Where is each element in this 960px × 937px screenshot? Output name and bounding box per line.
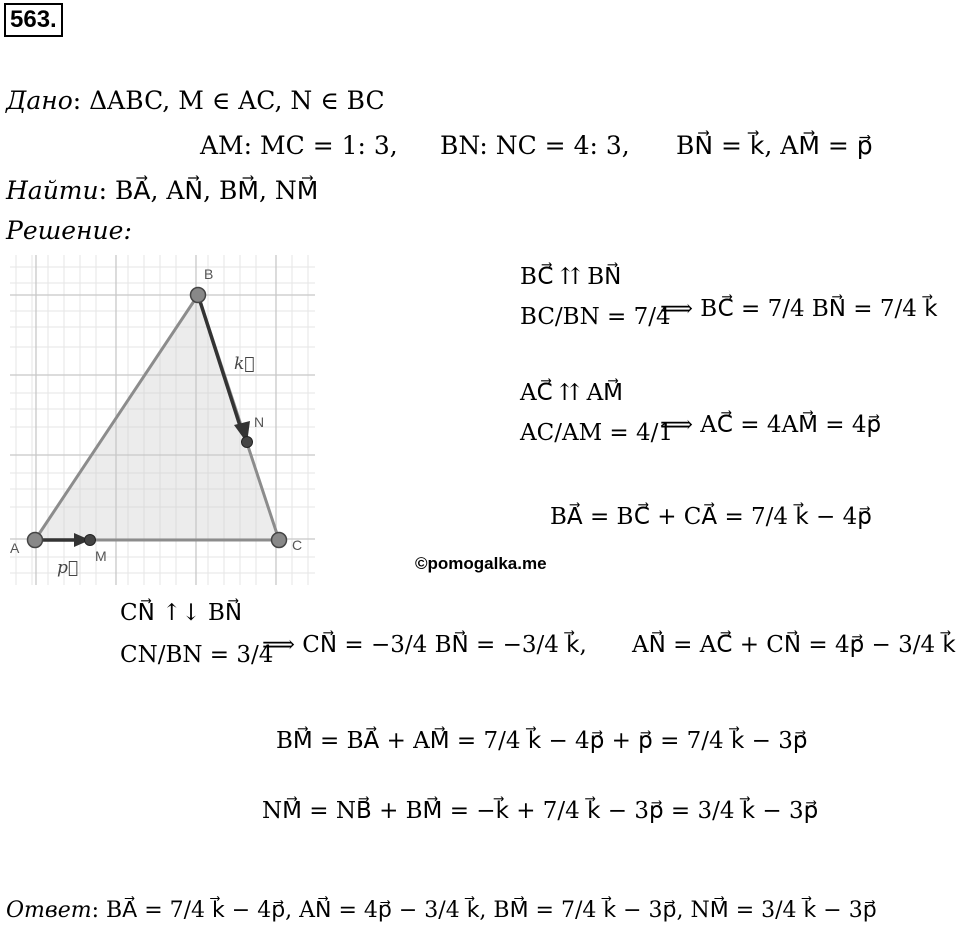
system3-line1: CN⃗ ↑↓ BN⃗ (120, 600, 243, 626)
answer-line (6, 896, 877, 926)
equation-an: AN⃗ = AC⃗ + CN⃗ = 4p⃗ − 3/4 k⃗ (632, 632, 956, 658)
system1-line1: BC⃗ ⇈ BN⃗ (520, 264, 622, 290)
equation-ba: BA⃗ = BC⃗ + CA⃗ = 7/4 k⃗ − 4p⃗ (550, 504, 872, 530)
given-ratio-1: AM: MC = 1: 3, (200, 131, 398, 160)
system1-result: ⟹ BC⃗ = 7/4 BN⃗ = 7/4 k⃗ (660, 296, 938, 322)
find-label: Найти (6, 176, 99, 205)
point-b (191, 288, 206, 303)
given-ratio-2: BN: NC = 4: 3, (440, 131, 630, 160)
label-c: C (292, 537, 303, 553)
label-vector-p: p⃗ (57, 558, 79, 578)
system2-result: ⟹ AC⃗ = 4AM⃗ = 4p⃗ (660, 412, 882, 438)
label-m: M (95, 548, 107, 564)
given-label: Дано (6, 86, 73, 115)
find-text: : BA⃗, AN⃗, BM⃗, NM⃗ (98, 176, 319, 205)
watermark: ©pomogalka.me (415, 554, 547, 573)
given-vectors: BN⃗ = k⃗, AM⃗ = p⃗ (676, 131, 873, 160)
system2-line1: AC⃗ ⇈ AM⃗ (520, 380, 624, 406)
point-n (242, 437, 253, 448)
point-m (85, 535, 96, 546)
triangle-figure (10, 255, 315, 585)
system3-result: ⟹ CN⃗ = −3/4 BN⃗ = −3/4 k⃗, (262, 632, 587, 658)
point-a (28, 533, 43, 548)
system3-fraction: CN/BN = 3/4 (120, 642, 274, 668)
equation-bm: BM⃗ = BA⃗ + AM⃗ = 7/4 k⃗ − 4p⃗ + p⃗ = 7/4 k⃗ − 3p⃗ (276, 728, 808, 754)
given-conditions: : ΔABC, M ∈ AC, N ∈ BC (72, 86, 385, 115)
system1-fraction: BC/BN = 7/4 (520, 304, 671, 330)
system2-fraction: AC/AM = 4/1 (520, 420, 674, 446)
label-vector-k: k⃗ (234, 354, 255, 374)
label-a: A (10, 540, 20, 556)
point-c (272, 533, 287, 548)
solution-label: Решение: (6, 216, 132, 245)
answer-text: : BA⃗ = 7/4 k⃗ − 4p⃗, AN⃗ = 4p⃗ − 3/4 k⃗, BM⃗ = 7/4 k⃗ − 3p⃗, NM⃗ = 3/4 k⃗ − 3p⃗ (91, 898, 877, 923)
equation-nm: NM⃗ = NB⃗ + BM⃗ = −k⃗ + 7/4 k⃗ − 3p⃗ = 3/4 k⃗ − 3p⃗ (262, 798, 819, 824)
given-line (6, 86, 385, 116)
find-line (6, 176, 318, 206)
problem-number: 563. (4, 3, 63, 37)
label-b: B (204, 266, 214, 282)
label-n: N (254, 414, 265, 430)
answer-label: Ответ (6, 898, 92, 923)
